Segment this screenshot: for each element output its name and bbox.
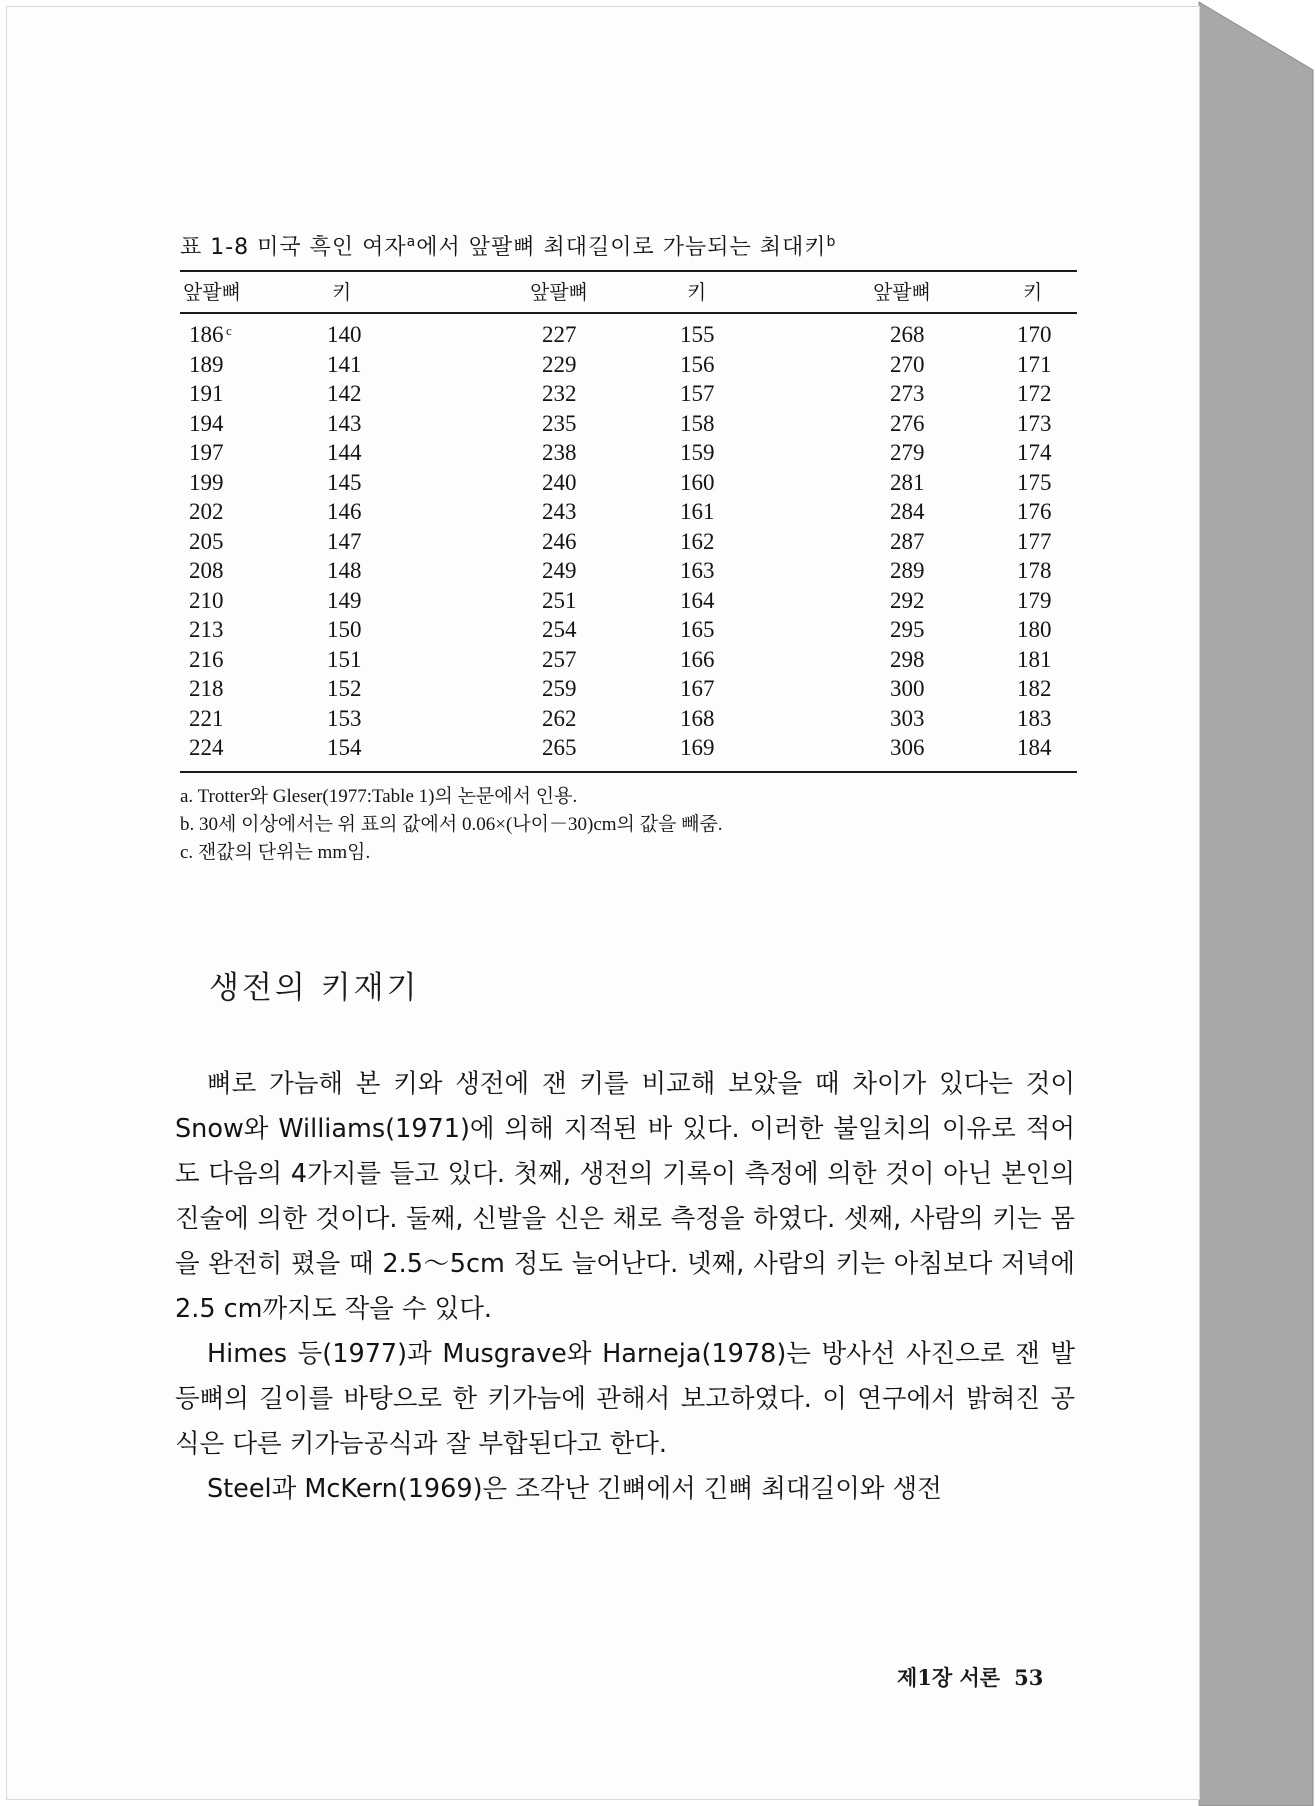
cell-height-2: 167 — [680, 676, 715, 701]
cell-forearm-3: 287 — [890, 528, 925, 554]
cell-height-1: 142 — [327, 381, 362, 406]
cell-height-1: 140 — [327, 322, 362, 347]
cell-height-2: 162 — [680, 528, 715, 554]
stature-table — [180, 229, 1077, 867]
cell-height-1: 150 — [327, 617, 362, 642]
cell-forearm-1: 194 — [189, 410, 224, 436]
cell-forearm-2: 257 — [542, 646, 577, 672]
table-row — [180, 556, 1077, 586]
cell-height-2: 158 — [680, 410, 715, 436]
paragraph-1: 뼈로 가늠해 본 키와 생전에 잰 키를 비교해 보았을 때 차이가 있다는 것이 Snow와 Williams(1971)에 의해 지적된 바 있다. 이러한 불일치의 이유로 적어도 다음의 4가지를 들고 있다. 첫째, 생전의 기록이 측정에 의한 것이 아닌 본인의 진술에 의한 것이다. 둘째, 신발을 신은 채로 측정을 하였다. 셋째, 사람의 키는 몸을 완전히 폈을 때 2.5～5cm 정도 늘어난다. 넷째, 사람의 키는 아침보다 저녁에 2.5 cm까지도 작을 수 있다. — [175, 1069, 1075, 1324]
cell-height-3: 172 — [1017, 381, 1052, 406]
cell-height-3: 178 — [1017, 558, 1052, 583]
cell-forearm-3: 300 — [890, 676, 925, 701]
cell-height-1: 141 — [327, 351, 362, 377]
table-row — [180, 497, 1077, 527]
cell-height-2: 156 — [680, 351, 715, 377]
cell-height-1: 147 — [327, 528, 362, 554]
cell-forearm-2: 251 — [542, 587, 577, 613]
cell-height-1: 143 — [327, 410, 362, 436]
cell-forearm-1: 189 — [189, 351, 224, 377]
table-note-a: a. Trotter와 Gleser(1977:Table 1)의 논문에서 인용. — [180, 785, 578, 807]
table-row — [180, 468, 1077, 498]
section-heading: 생전의 키재기 — [209, 970, 420, 1006]
cell-forearm-1: 224 — [189, 735, 224, 760]
cell-forearm-2: 235 — [542, 410, 577, 436]
cell-forearm-3: 306 — [890, 735, 925, 760]
cell-height-1: 145 — [327, 469, 362, 495]
cell-forearm-1: 208 — [189, 558, 224, 583]
cell-forearm-1: 210 — [189, 587, 224, 613]
table-row — [180, 379, 1077, 409]
cell-forearm-3: 276 — [890, 410, 925, 436]
cell-height-1: 153 — [327, 705, 362, 731]
header-forearm-2: 앞팔뼈 — [530, 280, 588, 304]
chapter-label: 제1장 서론 — [897, 1665, 1001, 1690]
cell-height-3: 181 — [1017, 646, 1052, 672]
cell-forearm-2: 246 — [542, 528, 577, 554]
cell-height-2: 161 — [680, 499, 715, 524]
cell-unit-footnote-c: c — [226, 323, 232, 338]
header-forearm-1: 앞팔뼈 — [183, 280, 241, 304]
cell-height-3: 171 — [1017, 351, 1052, 377]
cell-height-1: 154 — [327, 735, 362, 760]
table-header-row — [180, 272, 1077, 312]
table-row — [180, 527, 1077, 557]
cell-height-1: 146 — [327, 499, 362, 524]
cell-forearm-2: 232 — [542, 381, 577, 406]
cell-height-3: 182 — [1017, 676, 1052, 701]
cell-height-2: 157 — [680, 381, 715, 406]
table-caption-prefix: 표 1-8 미국 흑인 여자 — [180, 235, 407, 260]
cell-forearm-1: 199 — [189, 469, 224, 495]
cell-height-3: 174 — [1017, 440, 1052, 465]
table-row — [180, 409, 1077, 439]
table-row — [180, 350, 1077, 380]
table-caption — [180, 229, 1077, 267]
table-bottom-rule — [180, 771, 1077, 773]
header-height-2: 키 — [687, 280, 707, 304]
cell-forearm-2: 243 — [542, 499, 577, 524]
table-row — [180, 733, 1077, 763]
page-footer — [897, 1662, 1043, 1692]
cell-height-3: 179 — [1017, 587, 1052, 613]
table-note-c: c. 잰값의 단위는 mm임. — [180, 841, 371, 863]
cell-height-3: 183 — [1017, 705, 1052, 731]
cell-height-1: 151 — [327, 646, 362, 672]
cell-height-3: 180 — [1017, 617, 1052, 642]
cell-height-3: 184 — [1017, 735, 1052, 760]
cell-forearm-3: 273 — [890, 381, 925, 406]
cell-forearm-3: 292 — [890, 587, 925, 613]
table-row — [180, 645, 1077, 675]
book-page — [6, 6, 1200, 1800]
cell-height-2: 160 — [680, 469, 715, 495]
table-row — [180, 615, 1077, 645]
cell-forearm-3: 284 — [890, 499, 925, 524]
cell-forearm-1: 213 — [189, 617, 224, 642]
cell-height-1: 149 — [327, 587, 362, 613]
cell-height-3: 176 — [1017, 499, 1052, 524]
cell-height-3: 177 — [1017, 528, 1052, 554]
page-number: 53 — [1014, 1665, 1044, 1690]
cell-forearm-2: 240 — [542, 469, 577, 495]
cell-height-1: 152 — [327, 676, 362, 701]
table-row — [180, 704, 1077, 734]
book-side-face — [1199, 2, 1313, 1806]
cell-forearm-2: 262 — [542, 705, 577, 731]
cell-height-2: 168 — [680, 705, 715, 731]
cell-forearm-1: 218 — [189, 676, 224, 701]
cell-forearm-2: 229 — [542, 351, 577, 377]
cell-height-1: 148 — [327, 558, 362, 583]
cell-height-3: 175 — [1017, 469, 1052, 495]
cell-forearm-3: 279 — [890, 440, 925, 465]
table-row — [180, 586, 1077, 616]
cell-forearm-2: 254 — [542, 617, 577, 642]
cell-forearm-3: 270 — [890, 351, 925, 377]
cell-height-2: 169 — [680, 735, 715, 760]
body-text — [175, 1062, 1075, 1512]
cell-forearm-1: 202 — [189, 499, 224, 524]
table-notes — [180, 783, 1077, 867]
cell-forearm-2: 259 — [542, 676, 577, 701]
paragraph-3: Steel과 McKern(1969)은 조각난 긴뼈에서 긴뼈 최대길이와 생전 — [207, 1474, 942, 1504]
cell-height-3: 170 — [1017, 322, 1052, 347]
cell-forearm-1: 216 — [189, 646, 224, 672]
table-caption-footnote-a: a — [406, 234, 417, 250]
cell-height-2: 164 — [680, 587, 715, 613]
table-row — [180, 320, 1077, 350]
cell-forearm-1: 205 — [189, 528, 224, 554]
cell-forearm-3: 281 — [890, 469, 925, 495]
table-note-b: b. 30세 이상에서는 위 표의 값에서 0.06×(나이－30)cm의 값을 빼줌. — [180, 813, 723, 835]
cell-forearm-1: 197 — [189, 440, 224, 465]
cell-height-2: 163 — [680, 558, 715, 583]
cell-height-1: 144 — [327, 440, 362, 465]
cell-forearm-3: 303 — [890, 705, 925, 731]
cell-forearm-3: 268 — [890, 322, 925, 347]
cell-forearm-1: 186 — [189, 322, 224, 347]
cell-forearm-2: 227 — [542, 322, 577, 347]
header-height-3: 키 — [1023, 280, 1043, 304]
cell-height-2: 165 — [680, 617, 715, 642]
cell-forearm-3: 298 — [890, 646, 925, 672]
cell-height-2: 155 — [680, 322, 715, 347]
header-forearm-3: 앞팔뼈 — [873, 280, 931, 304]
cell-height-2: 159 — [680, 440, 715, 465]
table-caption-footnote-b: b — [826, 234, 837, 250]
cell-forearm-1: 191 — [189, 381, 224, 406]
table-body — [180, 314, 1077, 769]
header-height-1: 키 — [332, 280, 352, 304]
table-row — [180, 674, 1077, 704]
cell-forearm-1: 221 — [189, 705, 224, 731]
cell-forearm-3: 289 — [890, 558, 925, 583]
cell-forearm-2: 249 — [542, 558, 577, 583]
paragraph-2: Himes 등(1977)과 Musgrave와 Harneja(1978)는 방사선 사진으로 잰 발등뼈의 길이를 바탕으로 한 키가늠에 관해서 보고하였다. 이 연구에서 밝혀진 공식은 다른 키가늠공식과 잘 부합된다고 한다. — [175, 1339, 1075, 1459]
cell-height-3: 173 — [1017, 410, 1052, 436]
table-row — [180, 438, 1077, 468]
cell-height-2: 166 — [680, 646, 715, 672]
cell-forearm-3: 295 — [890, 617, 925, 642]
cell-forearm-2: 265 — [542, 735, 577, 760]
table-caption-middle: 에서 앞팔뼈 최대길이로 가늠되는 최대키 — [416, 235, 827, 260]
cell-forearm-2: 238 — [542, 440, 577, 465]
